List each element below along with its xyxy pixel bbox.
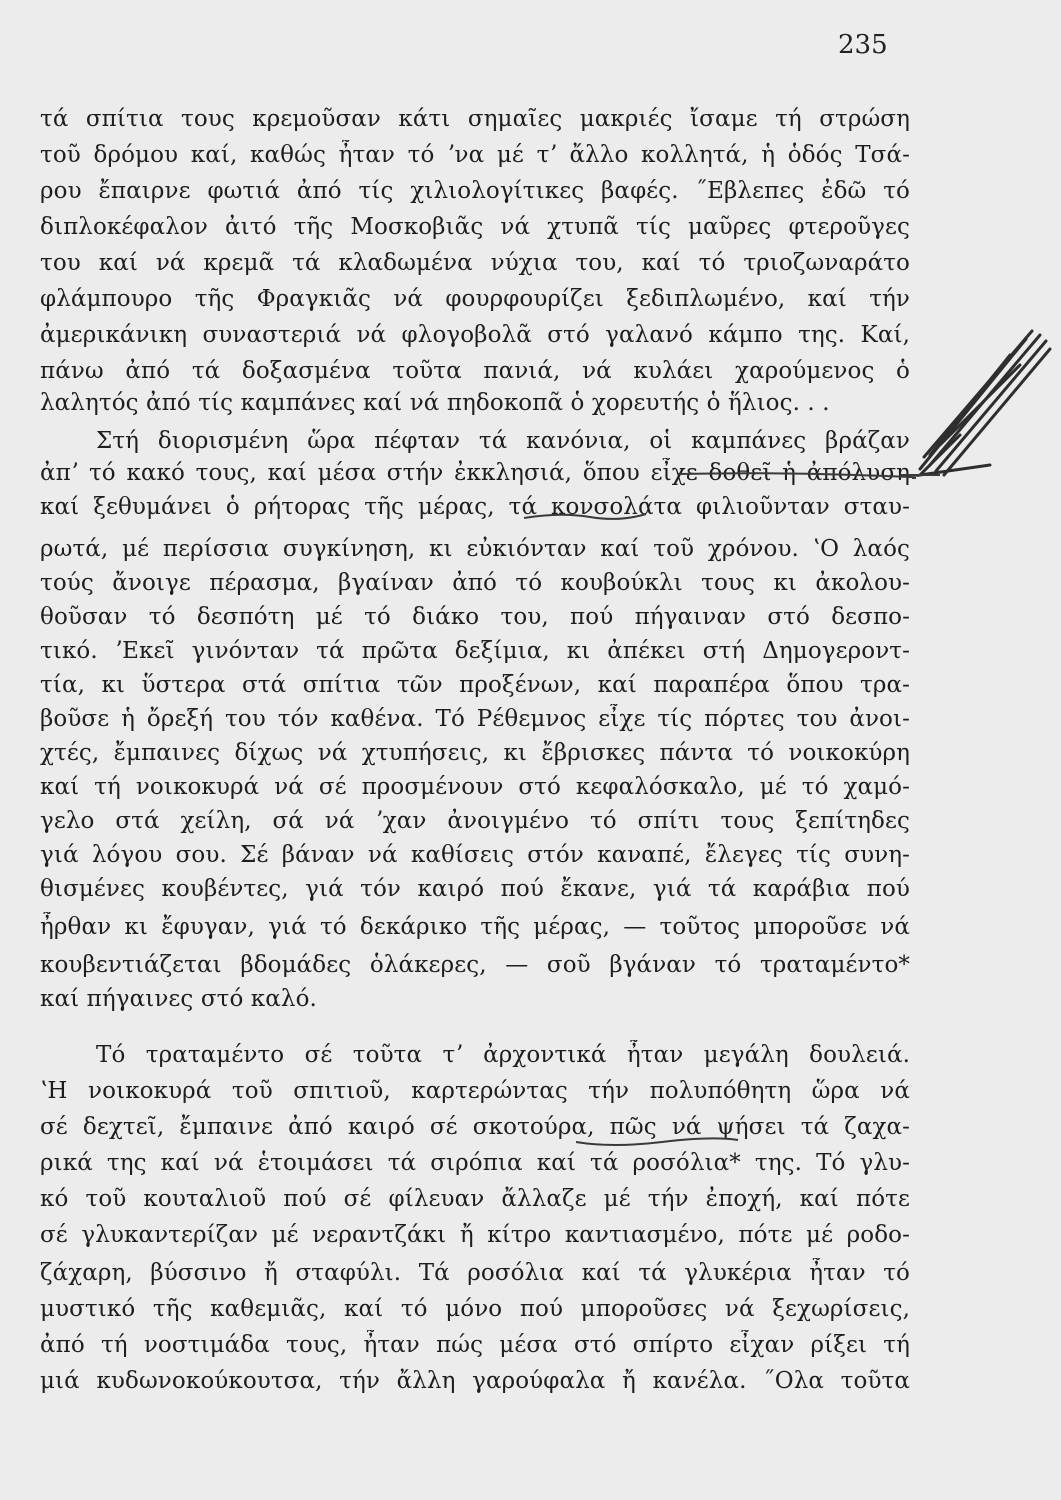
text-line: μυστικό τῆς καθεμιᾶς, καί τό μόνο πού μποροῦσες νά ξεχωρίσεις, bbox=[40, 1296, 910, 1322]
text-line: καί πήγαινες στό καλό. bbox=[40, 986, 317, 1012]
text-line: σέ γλυκαντερίζαν μέ νεραντζάκι ἤ κίτρο καντιασμένο, πότε μέ ροδο- bbox=[40, 1222, 910, 1248]
pencil-scribble-mark bbox=[900, 325, 1060, 485]
text-line: τία, κι ὕστερα στά σπίτια τῶν προξένων, καί παραπέρα ὅπου τρα- bbox=[40, 672, 910, 698]
text-line: κουβεντιάζεται βδομάδες ὁλάκερες, — σοῦ βγάναν τό τραταμέντο* bbox=[40, 952, 910, 978]
text-line: θισμένες κουβέντες, γιά τόν καιρό πού ἔκανε, γιά τά καράβια πού bbox=[40, 876, 910, 902]
text-line: γιά λόγου σου. Σέ βάναν νά καθίσεις στόν καναπέ, ἔλεγες τίς συνη- bbox=[40, 842, 910, 868]
text-line: τούς ἄνοιγε πέρασμα, βγαίναν ἀπό τό κουβούκλι τους κι ἀκολου- bbox=[40, 570, 910, 596]
text-line: καί τή νοικοκυρά νά σέ προσμένουν στό κεφαλόσκαλο, μέ τό χαμό- bbox=[40, 774, 910, 800]
text-line: ʽΗ νοικοκυρά τοῦ σπιτιοῦ, καρτερώντας τήν πολυπόθητη ὥρα νά bbox=[40, 1078, 910, 1104]
text-line: ἀπʼ τό κακό τους, καί μέσα στήν ἐκκλησιά, ὅπου εἶχε δοθεῖ ἡ ἀπόλυση bbox=[40, 460, 910, 486]
text-line: λαλητός ἀπό τίς καμπάνες καί νά πηδοκοπᾶ ὁ χορευτής ὁ ἥλιος. . . bbox=[40, 390, 830, 416]
text-line: σέ δεχτεῖ, ἔμπαινε ἀπό καιρό σέ σκοτούρα, πῶς νά ψήσει τά ζαχα- bbox=[40, 1114, 910, 1140]
text-line: κό τοῦ κουταλιοῦ πού σέ φίλευαν ἄλλαζε μέ τήν ἐποχή, καί πότε bbox=[40, 1186, 910, 1212]
text-line: του καί νά κρεμᾶ τά κλαδωμένα νύχια του, καί τό τριοζωναράτο bbox=[40, 250, 910, 276]
paragraph-first-line: Στή διορισμένη ὥρα πέφταν τά κανόνια, οἱ καμπάνες βράζαν bbox=[96, 428, 910, 454]
text-line: ρου ἔπαιρνε φωτιά ἀπό τίς χιλιολογίτικες βαφές. ˝Εβλεπες ἐδῶ τό bbox=[40, 178, 910, 204]
text-line: μιά κυδωνοκούκουτσα, τήν ἄλλη γαρούφαλα ἤ κανέλα. ˝Ολα τοῦτα bbox=[40, 1368, 910, 1394]
text-line: χτές, ἔμπαινες δίχως νά χτυπήσεις, κι ἔβρισκες πάντα τό νοικοκύρη bbox=[40, 740, 910, 766]
text-line: φλάμπουρο τῆς Φραγκιᾶς νά φουρφουρίζει ξεδιπλωμένο, καί τήν bbox=[40, 286, 910, 312]
text-line: πάνω ἀπό τά δοξασμένα τοῦτα πανιά, νά κυλάει χαρούμενος ὁ bbox=[40, 358, 910, 384]
text-line: τικό. ʼΕκεῖ γινόνταν τά πρῶτα δεξίμια, κι ἀπέκει στή Δημογεροντ- bbox=[40, 638, 910, 664]
paragraph-first-line: Τό τραταμέντο σέ τοῦτα τʼ ἀρχοντικά ἦταν μεγάλη δουλειά. bbox=[96, 1042, 910, 1068]
text-line: ἦρθαν κι ἔφυγαν, γιά τό δεκάρικο τῆς μέρας, — τοῦτος μποροῦσε νά bbox=[40, 914, 910, 940]
text-line: γελο στά χείλη, σά νά ʼχαν ἀνοιγμένο τό σπίτι τους ξεπίτηδες bbox=[40, 808, 910, 834]
text-line: καί ξεθυμάνει ὁ ρήτορας τῆς μέρας, τά κονσολάτα φιλιοῦνταν σταυ- bbox=[40, 494, 910, 520]
text-line: θοῦσαν τό δεσπότη μέ τό διάκο του, πού πήγαιναν στό δεσπο- bbox=[40, 604, 910, 630]
text-line: βοῦσε ἡ ὄρεξή του τόν καθένα. Τό Ρέθεμνος εἶχε τίς πόρτες του ἀνοι- bbox=[40, 706, 910, 732]
text-line: ζάχαρη, βύσσινο ἤ σταφύλι. Τά ροσόλια καί τά γλυκέρια ἦταν τό bbox=[40, 1260, 910, 1286]
text-line: ἀμερικάνικη συναστεριά νά φλογοβολᾶ στό γαλανό κάμπο της. Καί, bbox=[40, 322, 910, 348]
page-number: 235 bbox=[838, 30, 888, 60]
text-line: ρικά της καί νά ἑτοιμάσει τά σιρόπια καί τά ροσόλια* της. Τό γλυ- bbox=[40, 1150, 910, 1176]
text-line: ἀπό τή νοστιμάδα τους, ἦταν πώς μέσα στό σπίρτο εἶχαν ρίξει τή bbox=[40, 1332, 910, 1358]
text-line: τά σπίτια τους κρεμοῦσαν κάτι σημαῖες μακριές ἴσαμε τή στρώση bbox=[40, 106, 910, 132]
text-line: διπλοκέφαλον ἀιτό τῆς Μοσκοβιᾶς νά χτυπᾶ τίς μαῦρες φτεροῦγες bbox=[40, 214, 910, 240]
text-line: τοῦ δρόμου καί, καθώς ἦταν τό ʼνα μέ τʼ ἄλλο κολλητά, ἡ ὁδός Τσά- bbox=[40, 142, 910, 168]
text-line: ρωτά, μέ περίσσια συγκίνηση, κι εὐκιόνταν καί τοῦ χρόνου. ʽΟ λαός bbox=[40, 536, 910, 562]
